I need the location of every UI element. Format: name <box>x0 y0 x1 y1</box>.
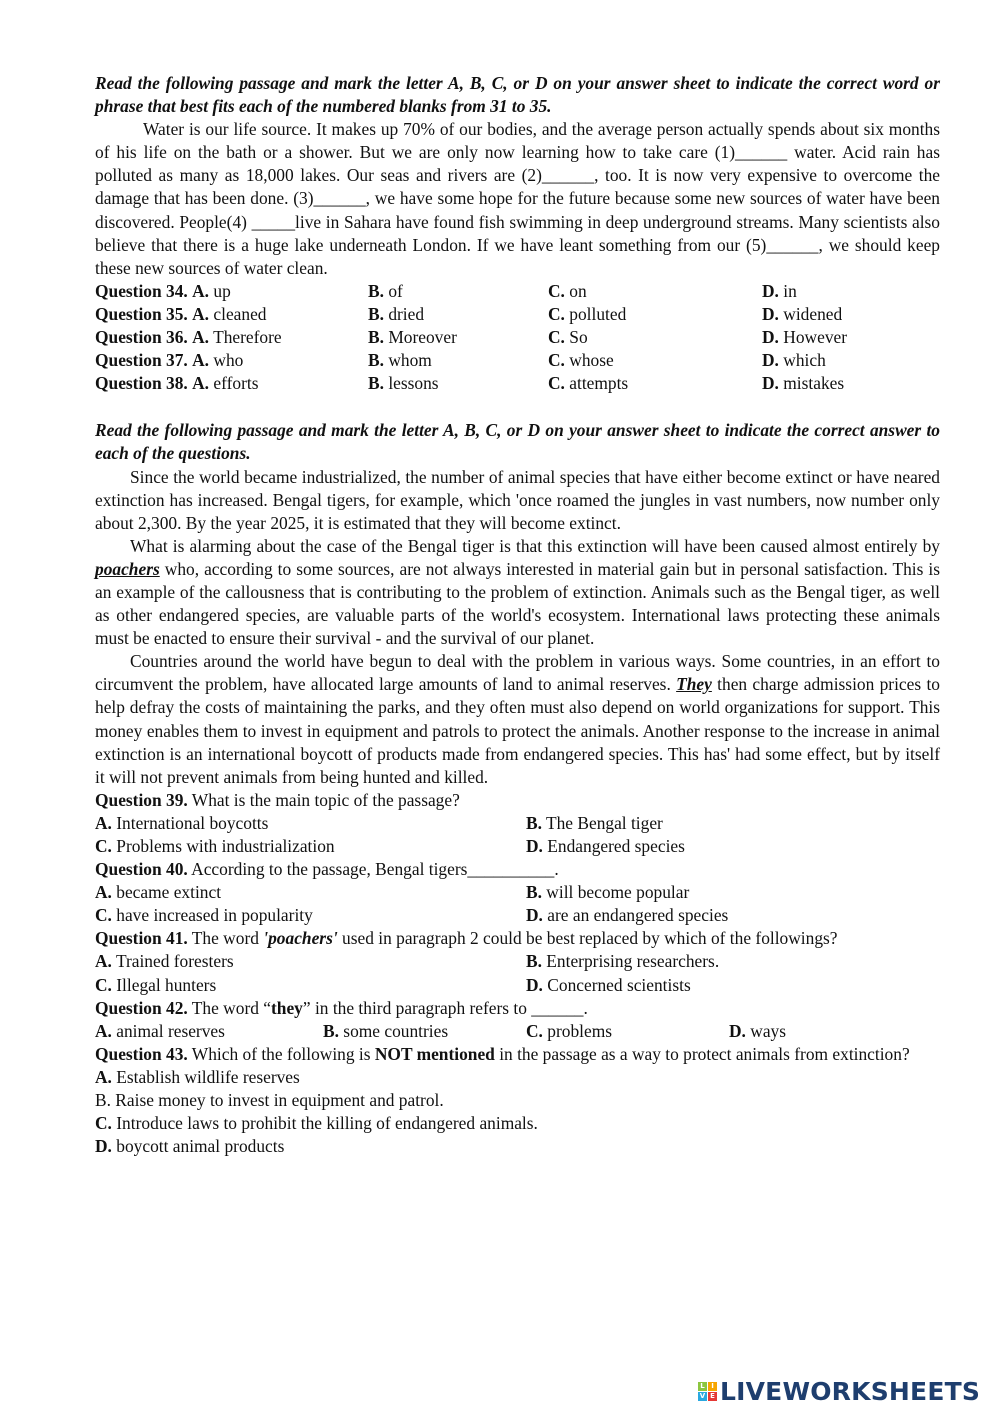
logo-text: LIVEWORKSHEETS <box>720 1377 981 1406</box>
question-row-38: Question 38. A. efforts B. lessons C. attempts D. mistakes <box>95 373 845 394</box>
passage-paragraph-2: What is alarming about the case of the Bengal tiger is that this extinction will have been caused almost entirely by poachers who, according to some sources, are not always interested in material gain but in personal satisfaction. This is an example of the callousness that is contributing to the problem of extinction. Animals such as the Bengal tiger, as well as other endangered species, are valuable parts of the world's ecosystem. International laws protecting these animals must be enacted to ensure their survival - and the survival of our planet. <box>95 535 940 649</box>
option-b[interactable]: B. Raise money to invest in equipment and patrol. <box>95 1090 444 1111</box>
section1-passage: Water is our life source. It makes up 70% of our bodies, and the average person actually spends about six months of his life on the bath or a shower. But we are only now learning how to take care (1)______ water. Acid rain has polluted as many as 18,000 lakes. Our seas and rivers are (2)______, too. It is now very expensive to overcome the damage that has been done. (3)______, we have some hope for the future because some new sources of water have been discovered. People(4) _____live in Sahara have found fish swimming in deep underground streams. Many scientists also believe that there is a huge lake underneath London. If we have leant something from our (5)______, we should keep these new sources of water clean. <box>95 119 940 278</box>
highlighted-word-they: They <box>676 674 712 695</box>
logo-tile-e: E <box>708 1392 717 1401</box>
passage-paragraph-1: Since the world became industrialized, the number of animal species that have either become extinct or have neared extinction has increased. Bengal tigers, for example, which 'once roamed the jungles in vast numbers, now number only about 2,300. By the year 2025, it is estimated that they will become extinct. <box>95 466 940 533</box>
question-row-34: Question 34. A. up B. of C. on D. in <box>95 280 797 301</box>
option-d[interactable]: However <box>783 327 848 348</box>
option-b[interactable]: B. some countries <box>323 1020 449 1041</box>
option-a[interactable]: A. animal reserves <box>95 1020 225 1041</box>
option-c[interactable]: C. have increased in popularity <box>95 905 313 926</box>
option-c[interactable]: polluted <box>569 303 627 324</box>
option-d[interactable]: widened <box>783 303 843 324</box>
question-42: Question 42. The word “they” in the third paragraph refers to ______. A. animal reserves B. some countries C. problems D. ways <box>95 997 940 1043</box>
option-c[interactable]: C. Introduce laws to prohibit the killing of endangered animals. <box>95 1113 538 1134</box>
option-d[interactable]: D. ways <box>729 1020 787 1041</box>
highlighted-term: 'poachers' <box>263 928 338 949</box>
option-b[interactable]: B. will become popular <box>526 882 690 903</box>
option-a[interactable]: efforts <box>213 373 259 394</box>
question-text: According to the passage, Bengal tigers__________. <box>187 859 559 880</box>
section1-questions <box>95 280 940 395</box>
liveworksheets-logo <box>698 1377 980 1406</box>
question-row-35: Question 35. A. cleaned B. dried C. polluted D. widened <box>95 303 843 324</box>
question-label: Question 38. <box>95 373 188 394</box>
option-a[interactable]: A. International boycotts <box>95 812 269 833</box>
option-b[interactable]: B. The Bengal tiger <box>526 812 663 833</box>
option-a[interactable]: Therefore <box>213 327 282 348</box>
option-c[interactable]: C. Problems with industrialization <box>95 836 335 856</box>
option-c[interactable]: on <box>569 280 587 301</box>
question-39 <box>95 789 940 858</box>
option-c[interactable]: C. problems <box>526 1020 612 1041</box>
option-b[interactable]: dried <box>388 303 425 324</box>
question-40 <box>95 858 940 927</box>
question-label: Question 35. <box>95 303 188 324</box>
question-41: Question 41. The word 'poachers' used in paragraph 2 could be best replaced by which of the followings? A. Trained foresters B. Enterprising researchers. C. Illegal hunters D. Concerned scientists <box>95 927 940 996</box>
worksheet-page <box>95 72 940 1158</box>
question-label: Question 42. <box>95 997 188 1018</box>
highlighted-term: they <box>271 997 303 1018</box>
option-a[interactable]: up <box>213 280 231 301</box>
option-c[interactable]: attempts <box>569 373 629 394</box>
question-row-37: Question 37. A. who B. whom C. whose D. which <box>95 350 826 371</box>
option-d[interactable]: which <box>783 350 826 371</box>
option-c[interactable]: C. Illegal hunters <box>95 974 217 995</box>
section2-instruction: Read the following passage and mark the letter A, B, C, or D on your answer sheet to indicate the correct answer to each of the questions. <box>95 420 940 464</box>
highlighted-term: NOT mentioned <box>374 1043 495 1064</box>
question-label: Question 39. <box>95 789 188 810</box>
question-text: What is the main topic of the passage? <box>187 789 460 810</box>
question-label: Question 34. <box>95 280 188 301</box>
option-a[interactable]: A. Establish wildlife reserves <box>95 1066 300 1087</box>
logo-tile-l: L <box>698 1382 707 1391</box>
option-a[interactable]: cleaned <box>213 303 267 324</box>
option-d[interactable]: D. boycott animal products <box>95 1136 285 1157</box>
option-d[interactable]: in <box>783 280 797 301</box>
highlighted-word-poachers: poachers <box>95 558 160 579</box>
passage-paragraph-3: Countries around the world have begun to deal with the problem in various ways. Some countries, in an effort to circumvent the problem, have allocated large amounts of land to animal reserves. They then charge admission prices to help defray the costs of maintaining the parks, and they often must also depend on world organizations for support. This money enables them to invest in equipment and patrols to protect the animals. Another response to the increase in animal extinction is an international boycott of products made from endangered species. This has' had some effect, but by itself it will not prevent animals from being hunted and killed. <box>95 651 940 787</box>
option-a[interactable]: who <box>213 350 244 371</box>
question-row-36: Question 36. A. Therefore B. Moreover C. So D. However <box>95 327 848 348</box>
question-label: Question 40. <box>95 859 188 880</box>
live-tiles-icon <box>698 1382 717 1401</box>
question-43: Question 43. Which of the following is NOT mentioned in the passage as a way to protect animals from extinction? A. Establish wildlife reserves B. Raise money to invest in equipment and patrol. C. Introduce laws to prohibit the killing of endangered animals. D. boycott animal products <box>95 1043 940 1158</box>
option-a[interactable]: A. Trained foresters <box>95 951 234 972</box>
section-spacer <box>95 395 940 419</box>
option-d[interactable]: D. Endangered species <box>526 836 685 856</box>
option-b[interactable]: of <box>388 280 403 301</box>
logo-tile-v: V <box>699 1392 706 1400</box>
option-d[interactable]: mistakes <box>783 373 845 394</box>
option-b[interactable]: lessons <box>388 373 439 394</box>
option-d[interactable]: D. are an endangered species <box>526 905 729 926</box>
logo-tile-i: I <box>708 1382 717 1391</box>
question-label: Question 36. <box>95 327 188 348</box>
option-b[interactable]: whom <box>388 350 432 371</box>
option-a[interactable]: A. became extinct <box>95 882 222 903</box>
question-label: Question 43. <box>95 1043 188 1064</box>
section1-instruction: Read the following passage and mark the letter A, B, C, or D on your answer sheet to indicate the correct word or phrase that best fits each of the numbered blanks from 31 to 35. <box>95 73 940 117</box>
option-b[interactable]: B. Enterprising researchers. <box>526 951 720 972</box>
option-c[interactable]: So <box>569 327 588 348</box>
question-label: Question 37. <box>95 350 188 371</box>
option-c[interactable]: whose <box>569 350 614 371</box>
question-label: Question 41. <box>95 928 188 949</box>
option-d[interactable]: D. Concerned scientists <box>526 974 691 995</box>
option-b[interactable]: Moreover <box>388 327 457 348</box>
